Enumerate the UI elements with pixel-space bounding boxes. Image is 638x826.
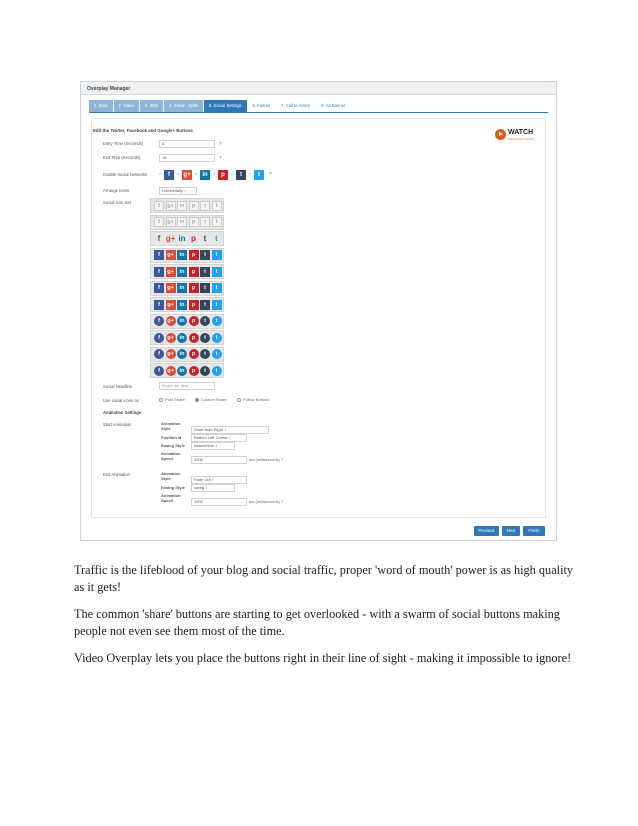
social-glyph-icon: g+ (167, 252, 174, 258)
paragraph-3: Video Overplay lets you place the buttons right in their line of sight - making it impossible to ignore! (74, 651, 572, 665)
tumblr-checkbox[interactable]: × (231, 171, 234, 176)
start-animation-label: Start Animation (103, 422, 132, 427)
social-glyph-icon: p (189, 333, 199, 343)
icon-set-label: Social Icon Set (103, 200, 131, 205)
animation-settings-title: Animation Settings (103, 410, 142, 415)
finish-button[interactable]: Finish (523, 526, 545, 536)
arrange-icons-select[interactable]: Horizontally ↕ (159, 187, 197, 195)
social-glyph-icon: p (189, 366, 199, 376)
start-speed-input[interactable]: 1000 (191, 456, 247, 464)
social-glyph-icon: p (189, 250, 199, 260)
icon-set-option[interactable] (150, 198, 224, 213)
icon-set-option[interactable] (150, 297, 224, 312)
arrange-icons-label: Arrange Icons (103, 188, 130, 193)
social-glyph-icon: in (177, 267, 187, 277)
tab-underline (89, 112, 548, 113)
facebook-checkbox[interactable]: × (159, 171, 162, 176)
end-speed-unit: ms (milliseconds) ? (249, 499, 284, 504)
start-position-select[interactable]: Bottom Left Corner ↕ (191, 434, 247, 442)
social-glyph-icon: in (177, 300, 187, 310)
social-glyph-icon: t (212, 300, 222, 310)
social-glyph-icon: t (200, 366, 210, 376)
social-glyph-icon: t (200, 217, 210, 227)
social-glyph-icon: t (215, 233, 218, 243)
section-title: Edit the Twitter, Facebook and Google+ Buttons (93, 128, 193, 133)
social-glyph-icon: g+ (167, 268, 174, 275)
tab-call-to-action[interactable]: 7. Call to Action (276, 100, 315, 112)
social-glyph-icon: g+ (167, 285, 174, 291)
end-style-label: Animation Style (161, 471, 181, 481)
social-glyph-icon: f (154, 300, 164, 310)
social-glyph-icon: f (154, 283, 164, 293)
social-glyph-icon: in (177, 333, 187, 343)
linkedin-icon[interactable]: in (200, 170, 210, 180)
social-glyph-icon: p (191, 233, 196, 243)
icon-set-option[interactable] (150, 231, 224, 246)
wizard-tabs (89, 100, 351, 112)
social-glyph-icon: t (212, 283, 222, 293)
social-glyph-icon: p (189, 201, 199, 211)
social-glyph-icon: f (154, 333, 164, 343)
start-style-select[interactable]: Short from Right ↕ (191, 426, 269, 434)
social-glyph-icon: t (212, 349, 222, 359)
paragraph-1: Traffic is the lifeblood of your blog and social traffic, proper 'word of mouth' power is as high quality as it gets! (74, 563, 574, 594)
icon-set-option[interactable] (150, 347, 224, 362)
social-glyph-icon: in (177, 250, 187, 260)
end-speed-input[interactable]: 1000 (191, 498, 247, 506)
twitter-icon[interactable]: t (254, 170, 264, 180)
entry-time-input[interactable]: 8 (159, 140, 215, 148)
social-glyph-icon: t (200, 267, 210, 277)
tab-seo[interactable]: 3. SEO (140, 100, 164, 112)
googleplus-checkbox[interactable]: × (177, 171, 180, 176)
social-glyph-icon: in (177, 316, 187, 326)
start-easing-label: Easing Style (161, 443, 185, 448)
exit-time-label: Exit Time (Seconds) (103, 155, 141, 160)
social-glyph-icon: f (154, 366, 164, 376)
tab-social-settings[interactable]: 5. Social Settings (204, 100, 246, 112)
end-animation-label: End Animation (103, 472, 131, 477)
social-glyph-icon: t (212, 201, 222, 211)
social-glyph-icon: p (189, 349, 199, 359)
use-icons-label: Use social icons as (103, 398, 139, 403)
entry-time-help-icon[interactable]: ? (219, 141, 222, 146)
social-glyph-icon: in (177, 201, 187, 211)
social-glyph-icon: g+ (167, 334, 174, 341)
social-glyph-icon: in (178, 233, 186, 243)
social-glyph-icon: f (154, 250, 164, 260)
icon-set-option[interactable] (150, 248, 224, 263)
post-share-radio[interactable]: Post Share (159, 397, 185, 402)
tab-start[interactable]: 1. Start (89, 100, 113, 112)
icon-set-option[interactable] (150, 330, 224, 345)
facebook-icon[interactable]: f (164, 170, 174, 180)
paragraph-2: The common 'share' buttons are starting to get overlooked - with a swarm of social buttons making people not even see them most of the time. (74, 607, 560, 638)
end-style-select[interactable]: Fade Out ↕ (191, 476, 247, 484)
social-glyph-icon: f (154, 267, 164, 277)
networks-help-icon[interactable]: ? (269, 171, 272, 176)
social-glyph-icon: g+ (167, 351, 174, 357)
exit-time-input[interactable]: 15 (159, 154, 215, 162)
start-speed-unit: ms (milliseconds) ? (249, 457, 284, 462)
social-glyph-icon: in (177, 349, 187, 359)
start-style-label: Animation Style (161, 421, 181, 431)
social-glyph-icon: p (189, 267, 199, 277)
pinterest-icon[interactable]: p (218, 170, 228, 180)
icon-set-option[interactable] (150, 264, 224, 279)
social-glyph-icon: t (200, 333, 210, 343)
end-speed-label: Animation Speed (161, 493, 181, 503)
icon-set-option[interactable] (150, 281, 224, 296)
tab-email-optin[interactable]: 4. Email - Optin (164, 100, 203, 112)
social-glyph-icon: t (200, 349, 210, 359)
entry-time-label: Entry Time (Seconds) (103, 141, 144, 146)
social-glyph-icon: p (189, 217, 199, 227)
start-position-label: Position at (161, 435, 182, 440)
social-glyph-icon: g+ (167, 367, 174, 374)
tab-ad-banner[interactable]: 8. Ad Banner (316, 100, 350, 112)
social-glyph-icon: t (212, 250, 222, 260)
twitter-checkbox[interactable]: × (249, 171, 252, 176)
social-glyph-icon: t (200, 283, 210, 293)
logo-text: WATCH (508, 129, 534, 136)
window-title: Overplay Manager (81, 82, 556, 95)
end-easing-label: Easing Style (161, 485, 185, 490)
googleplus-icon[interactable]: g+ (183, 172, 191, 178)
social-glyph-icon: t (212, 333, 222, 343)
social-glyph-icon: t (200, 201, 210, 211)
custom-share-radio[interactable]: Custom Share (195, 397, 227, 402)
pinterest-checkbox[interactable]: × (213, 171, 216, 176)
social-glyph-icon: in (177, 217, 187, 227)
social-glyph-icon: t (200, 250, 210, 260)
social-glyph-icon: t (200, 300, 210, 310)
logo-subtext: TECHNOLOGIES (508, 137, 534, 141)
enable-networks-label: Enable Social Networks (103, 172, 148, 177)
linkedin-checkbox[interactable]: × (195, 171, 198, 176)
tab-funnel[interactable]: 6. Funnel (248, 100, 275, 112)
start-speed-label: Animation Speed (161, 451, 181, 461)
start-easing-select[interactable]: easeInSine ↕ (191, 442, 235, 450)
social-glyph-icon: g+ (167, 301, 174, 308)
social-glyph-icon: f (154, 349, 164, 359)
icon-set-option[interactable] (150, 215, 224, 230)
social-glyph-icon: p (189, 316, 199, 326)
play-icon (495, 129, 506, 140)
social-glyph-icon: g+ (167, 219, 174, 225)
social-glyph-icon: g+ (167, 202, 174, 209)
social-headline-label: Social Headline (103, 384, 133, 389)
social-glyph-icon: p (189, 283, 199, 293)
icon-set-option[interactable] (150, 314, 224, 329)
social-glyph-icon: in (177, 366, 187, 376)
exit-time-help-icon[interactable]: ? (219, 155, 222, 160)
next-button[interactable]: Next (502, 526, 520, 536)
social-glyph-icon: t (212, 267, 222, 277)
social-glyph-icon: f (157, 233, 161, 243)
end-easing-select[interactable]: swing ↕ (191, 484, 235, 492)
social-glyph-icon: t (200, 316, 210, 326)
social-glyph-icon: g+ (165, 233, 176, 243)
social-headline-input[interactable]: Share me dear... (159, 382, 215, 390)
follow-buttons-radio[interactable]: Follow Buttons (237, 397, 269, 402)
screenshot-frame (80, 81, 557, 541)
social-glyph-icon: t (212, 366, 222, 376)
social-glyph-icon: t (212, 316, 222, 326)
social-glyph-icon: t (212, 217, 222, 227)
watch-logo (495, 128, 539, 142)
social-glyph-icon: p (189, 300, 199, 310)
previous-button[interactable]: Previous (474, 526, 499, 536)
social-glyph-icon: g+ (167, 318, 174, 324)
icon-set-option[interactable] (150, 363, 224, 378)
tumblr-icon[interactable]: t (236, 170, 246, 180)
social-glyph-icon: in (177, 283, 187, 293)
social-glyph-icon: f (154, 316, 164, 326)
tab-video[interactable]: 2. Video (114, 100, 139, 112)
social-glyph-icon: t (203, 233, 207, 243)
social-glyph-icon: f (154, 217, 164, 227)
social-glyph-icon: f (154, 201, 164, 211)
